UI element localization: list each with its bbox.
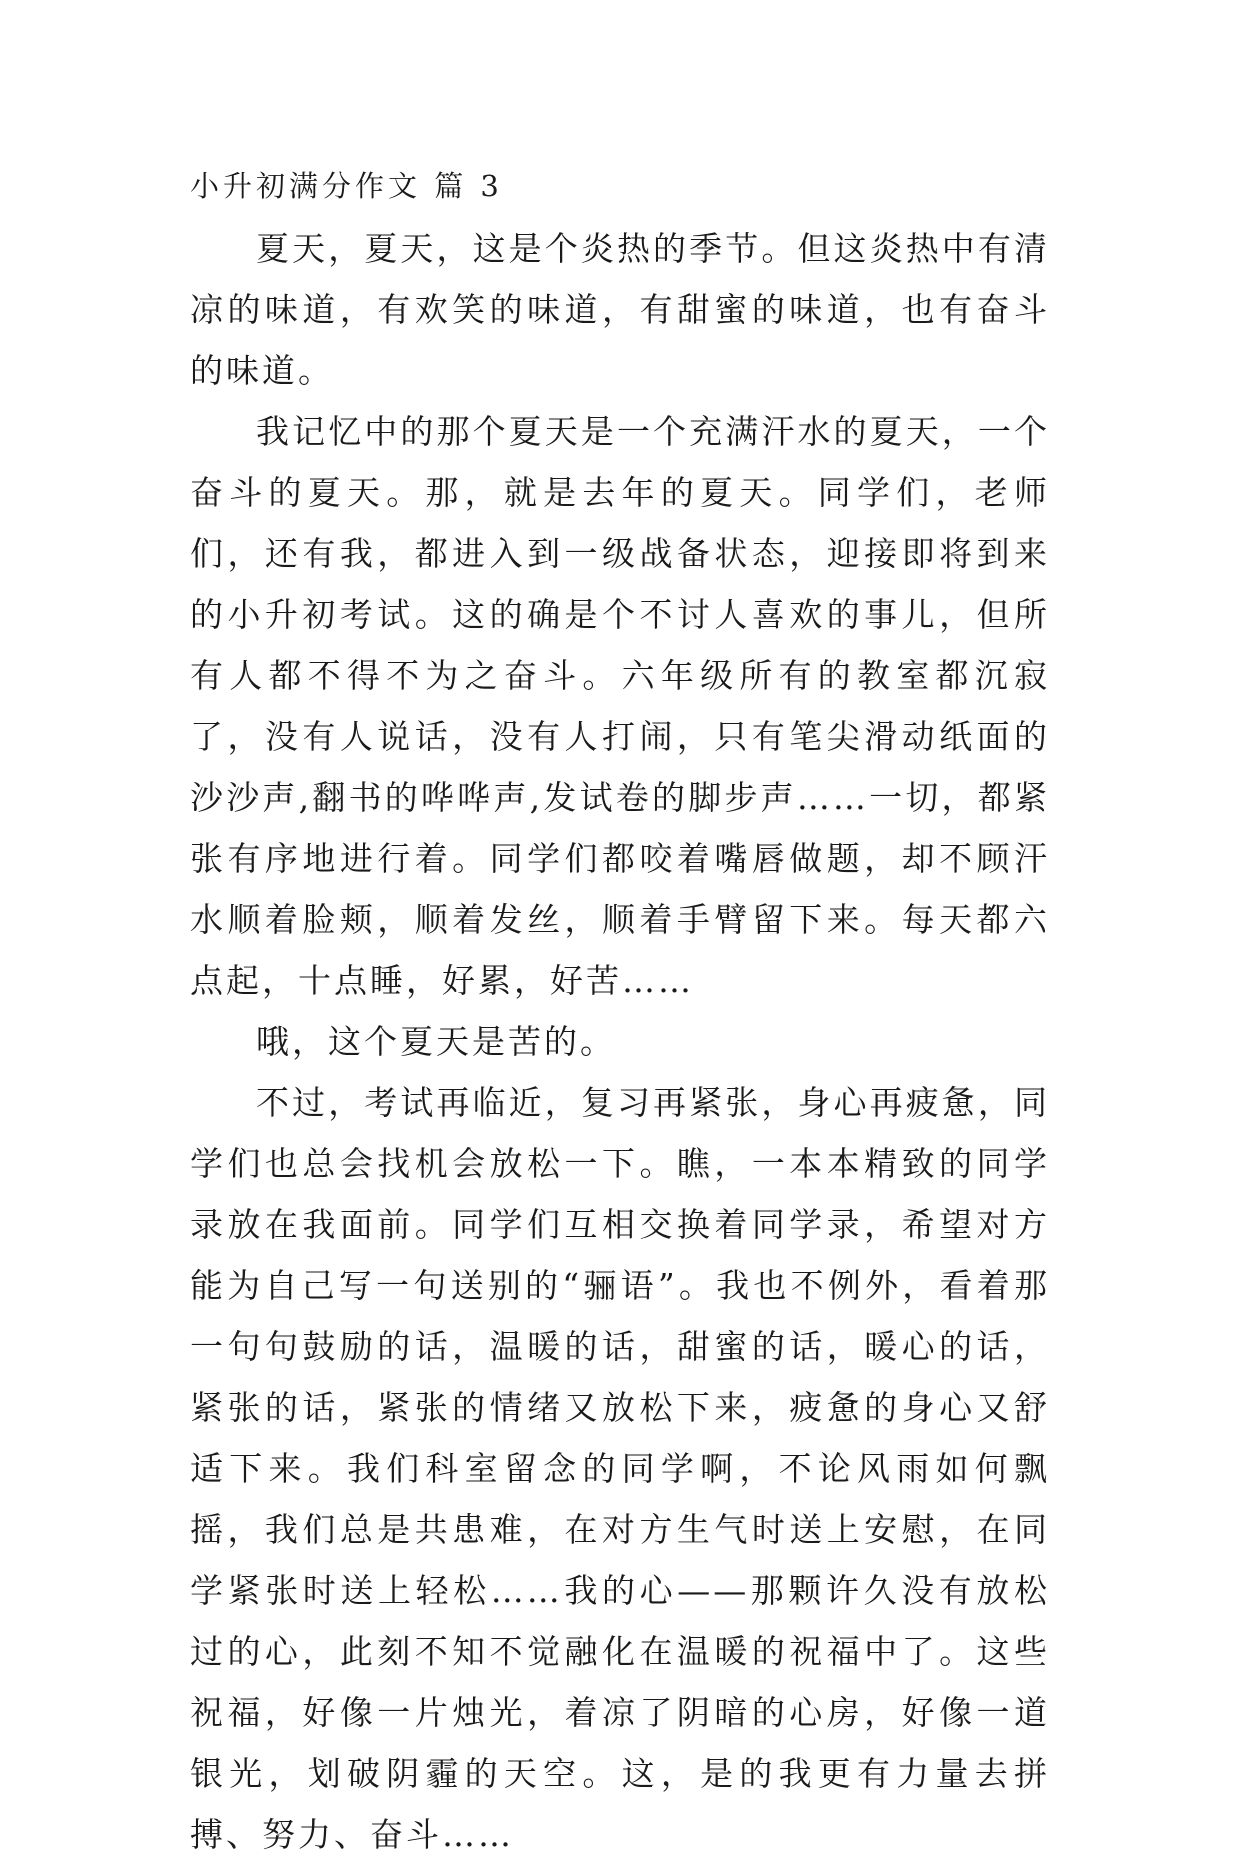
document-body — [190, 218, 1050, 1865]
document-title: 小升初满分作文 篇 3 — [190, 169, 503, 203]
paragraph: 我记忆中的那个夏天是一个充满汗水的夏天，一个奋斗的夏天。那，就是去年的夏天。同学们，老师们，还有我，都进入到一级战备状态，迎接即将到来的小升初考试。这的确是个不讨人喜欢的事儿，但所有人都不得不为之奋斗。六年级所有的教室都沉寂了，没有人说话，没有人打闹，只有笔尖滑动纸面的沙沙声,翻书的哗哗声,发试卷的脚步声……一切，都紧张有序地进行着。同学们都咬着嘴唇做题，却不顾汗水顺着脸颊，顺着发丝，顺着手臂留下来。每天都六点起，十点睡，好累，好苦…… — [190, 412, 1050, 1000]
paragraph: 夏天，夏天，这是个炎热的季节。但这炎热中有清凉的味道，有欢笑的味道，有甜蜜的味道，也有奋斗的味道。 — [190, 229, 1050, 390]
paragraph: 哦，这个夏天是苦的。 — [256, 1022, 616, 1061]
paragraph: 不过，考试再临近，复习再紧张，身心再疲惫，同学们也总会找机会放松一下。瞧，一本本精致的同学录放在我面前。同学们互相交换着同学录，希望对方能为自己写一句送别的“骊语”。我也不例外，看着那一句句鼓励的话，温暖的话，甜蜜的话，暖心的话，紧张的话，紧张的情绪又放松下来，疲惫的身心又舒适下来。我们科室留念的同学啊，不论风雨如何飘摇，我们总是共患难，在对方生气时送上安慰，在同学紧张时送上轻松……我的心——那颗许久没有放松过的心，此刻不知不觉融化在温暖的祝福中了。这些祝福，好像一片烛光，着凉了阴暗的心房，好像一道银光，划破阴霾的天空。这，是的我更有力量去拼搏、努力、奋斗…… — [190, 1083, 1050, 1854]
